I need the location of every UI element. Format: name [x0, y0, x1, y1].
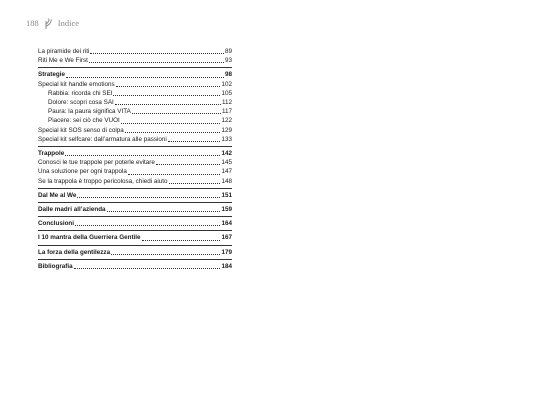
toc-entry-page: 129	[221, 126, 232, 134]
toc-entry-label: Piacere: sei ciò che VUOI	[48, 117, 120, 125]
toc-entry-page: 148	[221, 177, 232, 185]
toc-entry-label: Dolore: scopri cosa SAI	[48, 99, 114, 107]
page-header	[26, 17, 79, 29]
toc-entry[interactable]	[38, 126, 232, 135]
toc-entry[interactable]	[38, 177, 232, 186]
toc-group	[38, 149, 232, 186]
toc-entry-page: 151	[221, 191, 232, 199]
toc-entry[interactable]	[38, 262, 232, 271]
table-of-contents	[38, 47, 232, 271]
toc-entry-label: La forza della gentilezza	[38, 248, 111, 256]
dot-leader	[89, 62, 224, 63]
toc-entry-label: Dal Me al We	[38, 191, 77, 199]
toc-entry-label: Conosci le tue trappole per poterle evitare	[38, 159, 155, 167]
toc-entry[interactable]	[38, 248, 232, 257]
toc-entry-label: Strategie	[38, 71, 65, 79]
toc-entry[interactable]	[38, 47, 232, 56]
toc-entry-label: Riti Me e We First	[38, 57, 88, 65]
toc-entry-label: Dalle madri all’azienda	[38, 206, 106, 214]
toc-entry[interactable]	[38, 191, 232, 200]
toc-group	[38, 248, 232, 257]
dot-leader	[121, 123, 221, 124]
dot-leader	[115, 104, 221, 105]
dot-leader	[128, 174, 221, 175]
section-divider	[38, 216, 232, 217]
dot-leader	[142, 240, 221, 241]
toc-entry[interactable]	[38, 205, 232, 214]
toc-entry-label: Una soluzione per ogni trappola	[38, 168, 127, 176]
toc-entry[interactable]	[38, 233, 232, 242]
toc-entry-page: 122	[221, 117, 232, 125]
toc-entry-page: 167	[221, 234, 232, 242]
toc-entry-page: 179	[221, 248, 232, 256]
section-divider	[38, 188, 232, 189]
toc-entry-label: La piramide dei riti	[38, 48, 90, 55]
toc-entry-page: 184	[221, 262, 232, 270]
toc-entry-page: 98	[224, 71, 232, 79]
page-number: 188	[26, 18, 39, 28]
dot-leader	[111, 254, 220, 255]
toc-entry[interactable]	[38, 80, 232, 89]
toc-entry-page: 133	[221, 135, 232, 143]
toc-entry[interactable]	[38, 158, 232, 167]
section-divider	[38, 259, 232, 260]
toc-entry[interactable]	[38, 135, 232, 144]
dot-leader	[75, 225, 220, 226]
toc-entry[interactable]	[38, 56, 232, 65]
toc-entry-page: 145	[221, 159, 232, 167]
section-divider	[38, 146, 232, 147]
dot-leader	[169, 183, 221, 184]
toc-entry-label: I 10 mantra della Guerriera Gentile	[38, 234, 141, 242]
section-divider	[38, 202, 232, 203]
branch-logo-icon	[44, 18, 53, 29]
toc-entry[interactable]	[38, 167, 232, 176]
dot-leader	[132, 113, 221, 114]
toc-entry-label: Conclusioni	[38, 220, 75, 228]
toc-group	[38, 205, 232, 214]
dot-leader	[125, 132, 221, 133]
section-divider	[38, 67, 232, 68]
toc-entry-page: 117	[221, 108, 232, 116]
dot-leader	[107, 211, 221, 212]
toc-group	[38, 233, 232, 242]
toc-entry[interactable]	[38, 219, 232, 228]
toc-entry-page: 159	[221, 206, 232, 214]
toc-entry-label: Rabbia: ricorda chi SEI	[48, 89, 113, 97]
toc-entry-label: Trappole	[38, 150, 65, 158]
toc-group	[38, 191, 232, 200]
toc-entry-page: 147	[221, 168, 232, 176]
toc-group	[38, 219, 232, 228]
toc-entry-label: Special kit SOS senso di colpa	[38, 126, 124, 134]
dot-leader	[113, 95, 220, 96]
toc-entry-label: Paura: la paura significa VITA	[48, 108, 131, 116]
toc-group	[38, 70, 232, 144]
dot-leader	[90, 53, 224, 54]
dot-leader	[116, 86, 221, 87]
toc-entry[interactable]	[38, 98, 232, 107]
toc-group	[38, 47, 232, 65]
toc-entry[interactable]	[38, 70, 232, 79]
toc-entry-page: 102	[221, 80, 232, 88]
toc-entry-page: 93	[224, 57, 232, 65]
toc-entry-label: Se la trappola è troppo pericolosa, chiedi aiuto	[38, 177, 168, 185]
toc-entry[interactable]	[38, 89, 232, 98]
toc-group	[38, 262, 232, 271]
toc-entry-page: 105	[221, 89, 232, 97]
dot-leader	[156, 164, 221, 165]
dot-leader	[65, 155, 220, 156]
dot-leader	[77, 197, 220, 198]
toc-entry-label: Special kit handle emotions	[38, 80, 115, 88]
dot-leader	[66, 77, 224, 78]
dot-leader	[74, 268, 221, 269]
section-divider	[38, 230, 232, 231]
toc-entry-page: 164	[221, 220, 232, 228]
toc-entry[interactable]	[38, 149, 232, 158]
toc-entry[interactable]	[38, 107, 232, 116]
section-title: Indice	[57, 18, 79, 28]
toc-entry[interactable]	[38, 116, 232, 125]
toc-entry-page: 142	[221, 150, 232, 158]
section-divider	[38, 245, 232, 246]
dot-leader	[168, 141, 221, 142]
toc-entry-page: 89	[224, 48, 232, 55]
toc-entry-label: Special kit selfcare: dall’armatura alle passioni	[38, 135, 167, 143]
toc-entry-page: 112	[221, 99, 232, 107]
toc-entry-label: Bibliografia	[38, 262, 73, 270]
